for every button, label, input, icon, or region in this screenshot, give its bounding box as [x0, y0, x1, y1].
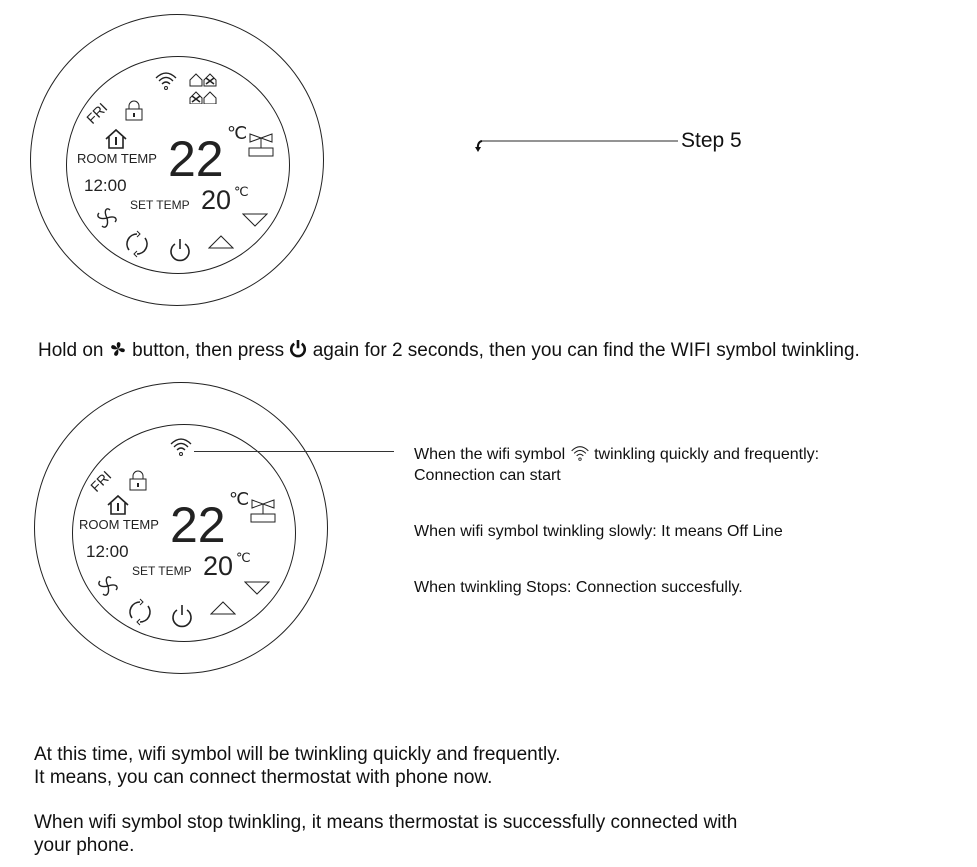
- note-quick: [414, 444, 819, 464]
- room-temp-label: ROOM TEMP: [79, 517, 159, 532]
- thermostat-diagram-bottom: [34, 382, 334, 682]
- home-icon: [104, 128, 128, 150]
- set-temp-value: 20: [201, 185, 232, 215]
- footer-line-2: It means, you can connect thermostat with phone now.: [34, 767, 493, 788]
- footer-line-1: At this time, wifi symbol will be twinkling quickly and frequently.: [34, 744, 561, 765]
- home-icon: [106, 494, 130, 516]
- room-temp-value: 22: [168, 131, 224, 187]
- mode-cycle-button[interactable]: [123, 230, 151, 258]
- fan-icon[interactable]: [95, 206, 119, 230]
- fan-icon[interactable]: [96, 574, 120, 598]
- pointer-arrow: [470, 136, 680, 156]
- occupancy-mode-icon: [188, 70, 230, 104]
- fan-icon: [109, 340, 127, 358]
- room-temp-label: ROOM TEMP: [77, 151, 157, 166]
- instruction-text: [38, 339, 860, 362]
- down-arrow-button[interactable]: [244, 580, 270, 596]
- note-quick-c: Connection can start: [414, 467, 561, 484]
- footer-line-3: When wifi symbol stop twinkling, it means thermostat is successfully connected with: [34, 812, 738, 833]
- set-temp-label: SET TEMP: [130, 198, 190, 212]
- instruction-part3: again for 2 seconds, then you can find the WIFI symbol twinkling.: [312, 340, 860, 361]
- power-icon: [289, 339, 307, 359]
- lock-icon: [124, 100, 144, 122]
- room-temp-unit: ℃: [229, 489, 250, 509]
- note-slow: When wifi symbol twinkling slowly: It means Off Line: [414, 523, 783, 540]
- power-button[interactable]: [170, 604, 196, 632]
- power-button[interactable]: [168, 238, 194, 266]
- up-arrow-button[interactable]: [208, 234, 234, 250]
- lock-icon: [128, 470, 148, 492]
- down-arrow-button[interactable]: [242, 212, 268, 228]
- clock-time: 12:00: [86, 542, 129, 561]
- footer-line-4: your phone.: [34, 835, 135, 856]
- day-label: FRI: [83, 99, 111, 127]
- room-temp-value: 22: [170, 497, 226, 553]
- callout-line: [194, 451, 394, 452]
- instruction-part1: Hold on: [38, 340, 104, 361]
- set-temp-label: SET TEMP: [132, 564, 192, 578]
- note-stops: When twinkling Stops: Connection succesfully.: [414, 579, 743, 596]
- clock-time: 12:00: [84, 176, 127, 195]
- instruction-part2: button, then press: [132, 340, 285, 361]
- note-quick-a: When the wifi symbol: [414, 446, 566, 463]
- room-temp-unit: ℃: [227, 123, 248, 143]
- wifi-icon: [169, 436, 195, 458]
- up-arrow-button[interactable]: [210, 600, 236, 616]
- thermostat-diagram-top: [30, 14, 330, 314]
- mode-cycle-button[interactable]: [126, 598, 154, 626]
- valve-icon: [248, 132, 274, 158]
- note-quick-b: twinkling quickly and frequently:: [594, 446, 820, 463]
- set-temp-unit: ℃: [236, 550, 251, 565]
- day-label: FRI: [87, 467, 115, 495]
- wifi-icon: [154, 70, 180, 92]
- wifi-icon: [570, 444, 590, 461]
- set-temp-value: 20: [203, 551, 234, 581]
- valve-icon: [250, 498, 276, 524]
- step-label: Step 5: [681, 129, 742, 152]
- set-temp-unit: ℃: [234, 184, 249, 199]
